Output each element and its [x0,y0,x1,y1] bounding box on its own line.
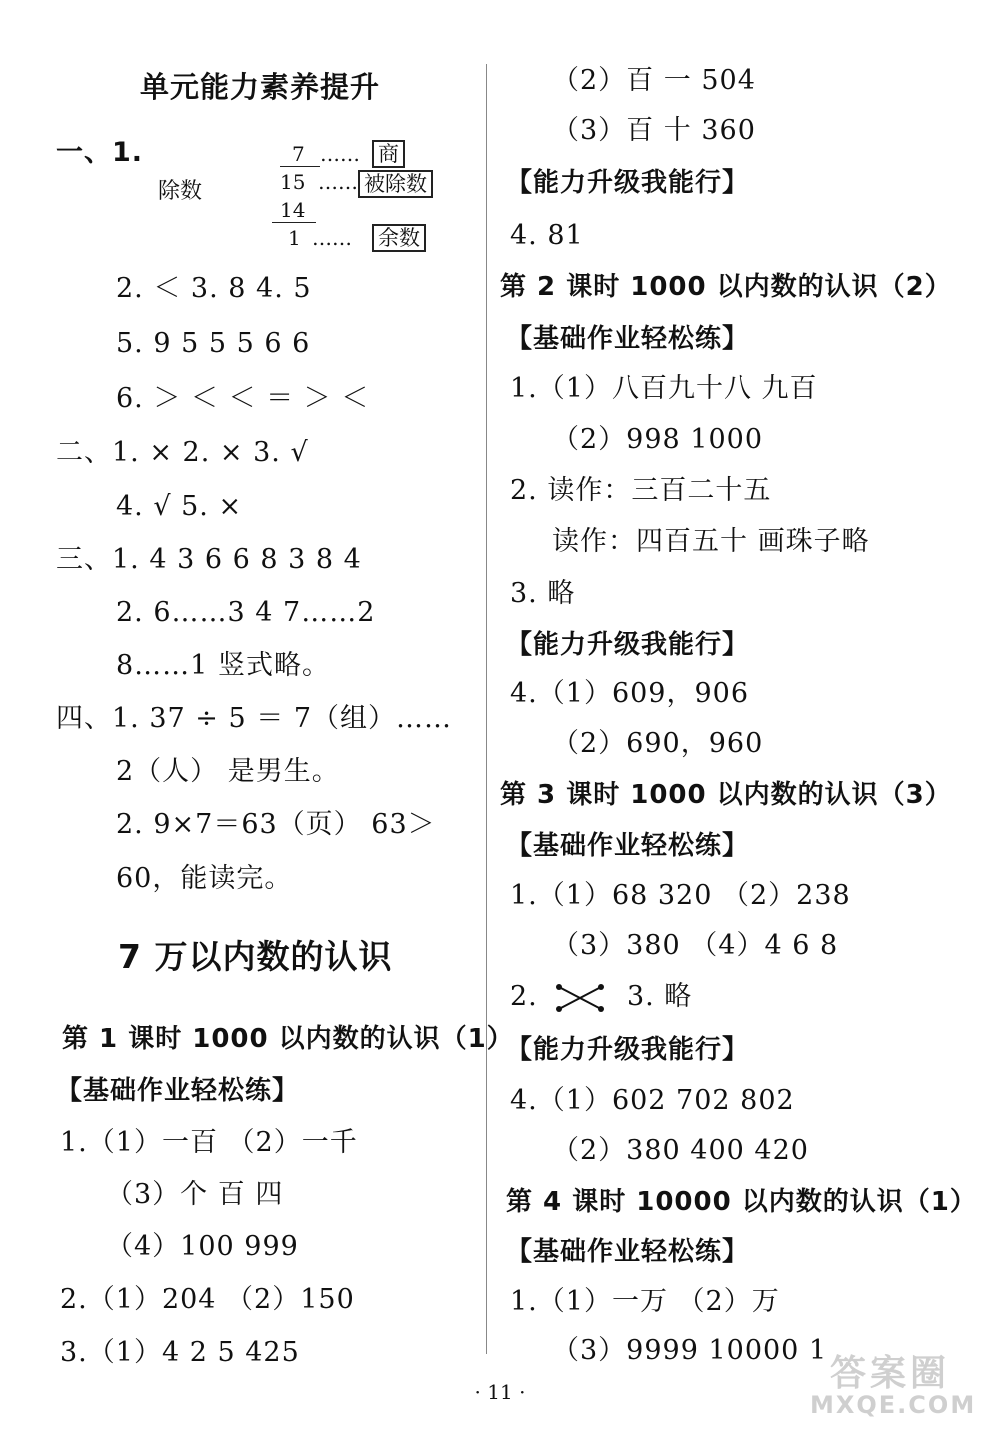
answer-line: 4.（1）609，906 [510,678,750,709]
column-divider [486,64,487,1354]
product-value: 14 [280,198,306,222]
answer-line: 3.（1）4 2 5 425 [60,1337,300,1368]
answer-line: 读作：四百五十 画珠子略 [552,526,870,557]
section-heading: 【基础作业轻松练】 [506,1237,750,1267]
quotient-dots: …… [320,142,360,166]
answer-line: 3. 略 [510,578,576,609]
watermark-text: 答案圈 [830,1353,951,1394]
answer-line: 三、1. 4 3 6 6 8 3 8 4 [56,544,362,575]
answer-line: 8……1 竖式略。 [116,650,330,681]
lesson-heading: 第 3 课时 1000 以内数的认识（3） [500,780,952,810]
answer-line: 4.（1）602 702 802 [510,1085,795,1116]
answer-line: 2（人） 是男生。 [116,756,340,787]
answer-line: 四、1. 37 ÷ 5 ＝ 7（组）…… [56,703,453,734]
answer-line [510,980,692,1014]
remainder-dots: …… [312,226,352,250]
answer-line: 60，能读完。 [116,863,293,894]
lesson-heading: 第 4 课时 10000 以内数的认识（1） [506,1187,977,1217]
answer-line: 5. 9 5 5 5 6 6 [116,328,311,359]
answer-line: 1.（1）一百 （2）一千 [60,1127,358,1158]
section-heading: 【基础作业轻松练】 [506,831,750,861]
answer-line: 1.（1）一万 （2）万 [510,1286,780,1317]
dividend-box: 被除数 [358,170,433,198]
q3-answer: 3. 略 [626,981,693,1012]
answer-line: 2. 9×7＝63（页） 63＞ [116,809,436,840]
answer-line: （2）690，960 [552,728,764,759]
answer-line: （3）9999 10000 1 [552,1335,828,1366]
answer-line: 二、1. × 2. × 3. √ [56,437,309,468]
dividend-dots: …… [318,170,358,194]
answer-line: （3）个 百 四 [106,1179,284,1210]
answer-line: 4. √ 5. × [116,491,243,522]
answer-line: （2）998 1000 [552,424,764,455]
q2-label: 2. [510,981,538,1012]
watermark-domain: MXQE.COM [810,1391,977,1419]
answer-line: （3）百 十 360 [552,115,756,146]
divisor-label: 除数 [158,179,203,204]
unit-title: 单元能力素养提升 [140,70,381,104]
lesson-heading: 第 2 课时 1000 以内数的认识（2） [500,272,952,302]
division-bar [280,166,320,167]
section-heading: 【基础作业轻松练】 [506,324,750,354]
answer-line: 2. 读作：三百二十五 [510,475,772,506]
quotient-box: 商 [372,140,405,168]
answer-line: 4. 81 [510,220,584,251]
watermark-logo [810,1345,990,1425]
quotient-value: 7 [292,142,305,166]
answer-line: 2.（1）204 （2）150 [60,1284,355,1315]
section-heading: 【能力升级我能行】 [506,168,750,198]
subtraction-bar [272,222,316,223]
answer-line: 1.（1）68 320 （2）238 [510,880,851,911]
answer-line: （2）百 一 504 [552,65,756,96]
dividend-value: 15 [280,170,306,194]
cross-lines-icon [555,983,605,1013]
answer-line: （3）380 （4）4 6 8 [552,930,839,961]
section-heading: 【能力升级我能行】 [506,630,750,660]
division-diagram [152,138,452,254]
answer-line: （4）100 999 [106,1231,299,1262]
section-heading: 【基础作业轻松练】 [56,1076,300,1106]
remainder-box: 余数 [372,224,426,252]
q1-label: 一、1. [56,137,144,168]
answer-line: 1.（1）八百九十八 九百 [510,373,818,404]
answer-line: （2）380 400 420 [552,1135,809,1166]
answer-line: 6. ＞ ＜ ＜ ＝ ＞ ＜ [116,383,370,414]
remainder-value: 1 [288,226,301,250]
page-number: · 11 · [474,1380,526,1404]
answer-line: 2. ＜ 3. 8 4. 5 [116,273,312,304]
section-heading: 【能力升级我能行】 [506,1035,750,1065]
chapter-title: 7 万以内数的认识 [118,937,393,976]
lesson-heading: 第 1 课时 1000 以内数的认识（1） [62,1024,514,1054]
answer-line: 2. 6……3 4 7……2 [116,597,376,628]
